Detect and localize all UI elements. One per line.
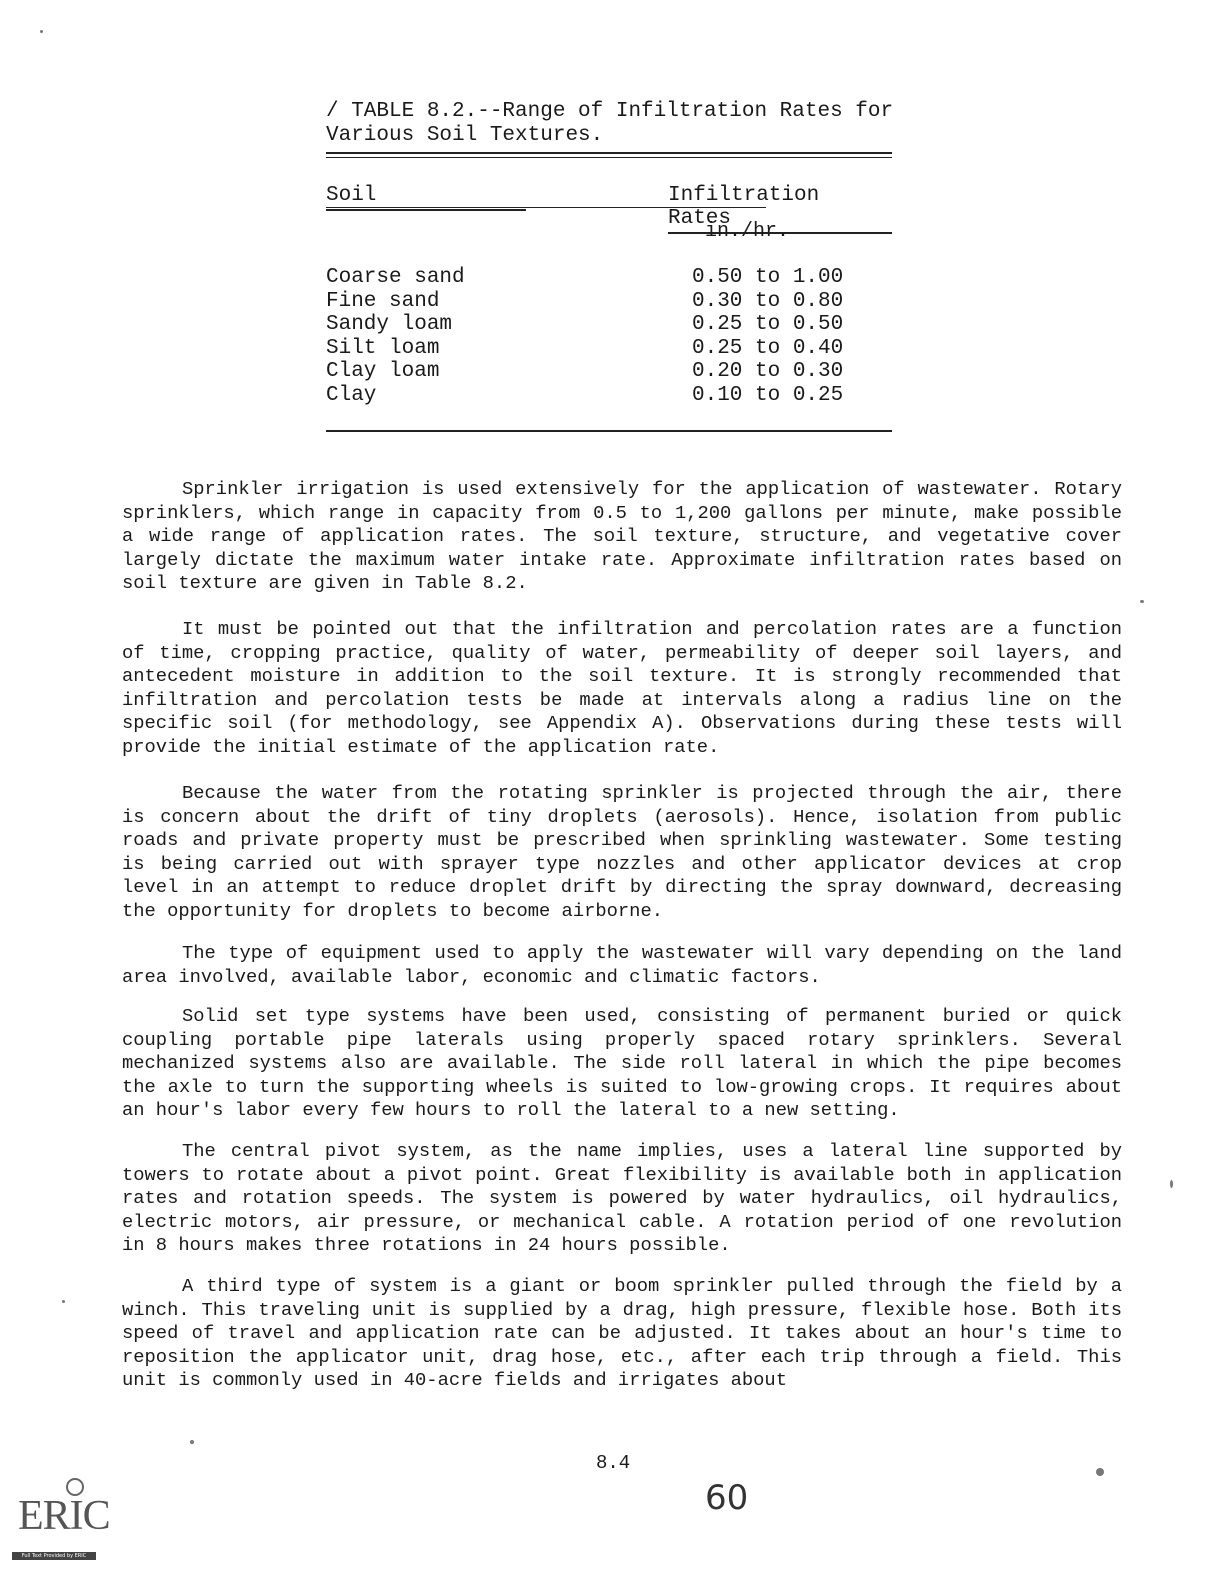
table-header-rule (326, 207, 766, 208)
scan-speck (1140, 600, 1144, 603)
table-caption-line-2: Various Soil Textures. (326, 124, 604, 147)
soil-cell: Fine sand (326, 289, 440, 313)
soil-cell: Sandy loam (326, 313, 453, 336)
scan-speck (1096, 1468, 1104, 1476)
rate-cell: 0.25 to 0.40 (692, 336, 844, 360)
table-caption-line-1: / TABLE 8.2.--Range of Infiltration Rates for (326, 100, 894, 123)
rate-cell: 0.20 to 0.30 (692, 360, 844, 383)
scan-speck (40, 30, 43, 33)
table-units: in./hr. (705, 220, 790, 243)
scan-speck (62, 1300, 65, 1303)
paragraph-central-pivot: The central pivot system, as the name implies, uses a lateral line supported by towers to rotate about a pivot point. Great flexibility is available both in application rates and rotation speeds. The system is powered by water hydraulics, oil hydraulics, electric motors, air pressure, or mechanical cable. A rotation period of one revolution in 8 hours makes three rotations in 24 hours possible. (122, 1140, 1122, 1256)
rate-cell: 0.50 to 1.00 (692, 266, 844, 289)
paragraph-droplet-drift: Because the water from the rotating sprinkler is projected through the air, there is concern about the drift of tiny droplets (aerosols). Hence, isolation from public roads and private property must be prescribed when sprinkling wastewater. Some testing is being carried out with sprayer type nozzles and other applicator devices at crop level in an attempt to reduce droplet drift by directing the spray downward, decreasing the opportunity for droplets to become airborne. (122, 782, 1122, 922)
table-row (326, 360, 892, 384)
scan-speck (190, 1440, 194, 1444)
soil-cell: Coarse sand (326, 266, 465, 289)
logo-wordmark: ERIC (18, 1493, 110, 1539)
table-top-rule-thin (326, 157, 892, 158)
table-top-rule (326, 152, 892, 154)
table-header-soil: Soil (326, 184, 526, 211)
paragraph-infiltration-percolation: It must be pointed out that the infiltration and percolation rates are a function of time, cropping practice, quality of water, permeability of deeper soil layers, and antecedent moisture in addition to the soil texture. It is strongly recommended that infiltration and percolation tests be made at intervals along a radius line on the specific soil (for methodology, see Appendix A). Observations during these tests will provide the initial estimate of the application rate. (122, 618, 1122, 758)
table-row (326, 384, 892, 408)
paragraph-sprinkler-irrigation: Sprinkler irrigation is used extensively for the application of wastewater. Rotary sprinklers, which range in capacity from 0.5 to 1,200 gallons per minute, make possible a wide range of application rates. The soil texture, structure, and vegetative cover largely dictate the maximum water intake rate. Approximate infiltration rates based on soil texture are given in Table 8.2. (122, 478, 1122, 594)
table-body (326, 266, 892, 407)
table-bottom-rule (326, 430, 892, 432)
logo-tagline: Full Text Provided by ERIC (12, 1552, 96, 1560)
rate-cell: 0.25 to 0.50 (692, 313, 844, 336)
table-caption (326, 100, 896, 148)
paragraph-equipment-type: The type of equipment used to apply the wastewater will vary depending on the land area involved, available labor, economic and climatic factors. (122, 942, 1122, 988)
table-row (326, 337, 892, 361)
table-header-rates: Infiltration Rates (668, 184, 892, 234)
paragraph-solid-set-systems: Solid set type systems have been used, consisting of permanent buried or quick coupling portable pipe laterals using properly spaced rotary sprinklers. Several mechanized systems also are available. The side roll lateral in which the pipe becomes the axle to turn the supporting wheels is suited to low-growing crops. It requires about an hour's labor every few hours to roll the lateral to a new setting. (122, 1005, 1122, 1121)
rate-cell: 0.10 to 0.25 (692, 383, 844, 407)
rate-cell: 0.30 to 0.80 (692, 289, 844, 313)
eric-logo (12, 1478, 110, 1570)
table-row (326, 313, 892, 337)
table-row (326, 290, 892, 314)
page-number: 8.4 (596, 1452, 631, 1474)
stamp-number: 60 (705, 1478, 749, 1518)
paragraph-boom-sprinkler: A third type of system is a giant or boom sprinkler pulled through the field by a winch. This traveling unit is supplied by a drag, high pressure, flexible hose. Both its speed of travel and application rate can be adjusted. It takes about an hour's time to reposition the applicator unit, drag hose, etc., after each trip through a field. This unit is commonly used in 40-acre fields and irrigates about (122, 1275, 1122, 1391)
soil-cell: Clay (326, 383, 377, 407)
soil-cell: Clay loam (326, 360, 440, 383)
soil-cell: Silt loam (326, 336, 440, 360)
scan-speck (1170, 1180, 1173, 1188)
table-row (326, 266, 892, 290)
